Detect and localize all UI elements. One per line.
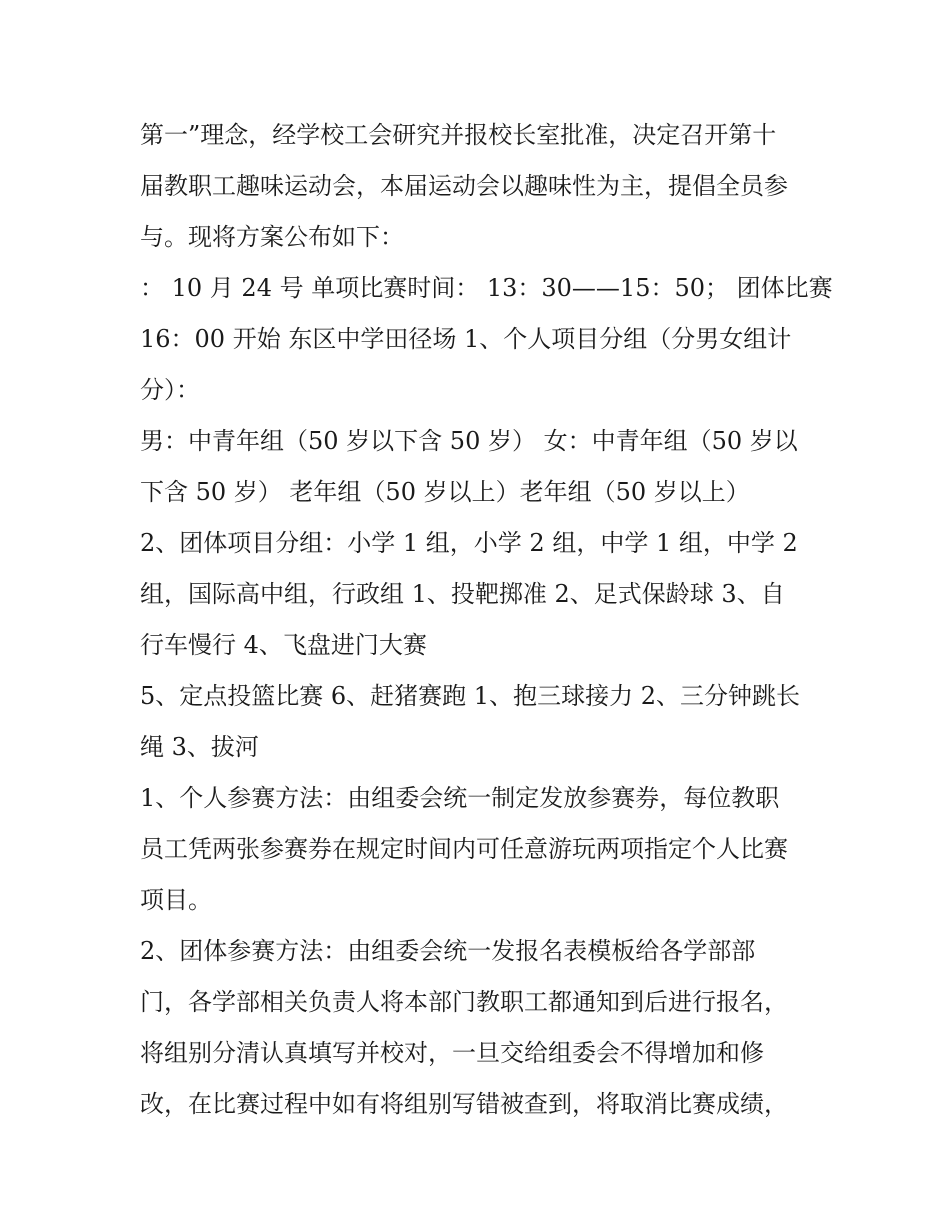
text-line: 第一”理念，经学校工会研究并报校长室批准，决定召开第十 — [140, 121, 777, 149]
text-line: 分）： — [140, 376, 200, 404]
text-line: 行车慢行 4、飞盘进门大赛 — [140, 631, 427, 659]
text-line: 门，各学部相关负责人将本部门教职工都通知到后进行报名， — [140, 988, 788, 1016]
text-line: 改，在比赛过程中如有将组别写错被查到，将取消比赛成绩， — [140, 1090, 788, 1118]
text-line: 与。现将方案公布如下： — [140, 223, 404, 251]
text-line: 绳 3、拔河 — [140, 733, 259, 761]
text-line: ： 10 月 24 号 单项比赛时间： 13：30——15：50； 团体比赛 — [140, 274, 833, 302]
text-line: 将组别分清认真填写并校对，一旦交给组委会不得增加和修 — [140, 1039, 764, 1067]
text-line: 男：中青年组（50 岁以下含 50 岁） 女：中青年组（50 岁以 — [140, 427, 798, 455]
text-line: 1、个人参赛方法：由组委会统一制定发放参赛券，每位教职 — [140, 784, 780, 812]
text-line: 员工凭两张参赛券在规定时间内可任意游玩两项指定个人比赛 — [140, 835, 788, 863]
text-line: 届教职工趣味运动会，本届运动会以趣味性为主，提倡全员参 — [140, 172, 788, 200]
document-body — [140, 110, 833, 1130]
text-line: 2、团体项目分组：小学 1 组，小学 2 组，中学 1 组，中学 2 — [140, 529, 798, 557]
text-line: 下含 50 岁） 老年组（50 岁以上）老年组（50 岁以上） — [140, 478, 750, 506]
text-line: 16：00 开始 东区中学田径场 1、个人项目分组（分男女组计 — [140, 325, 792, 353]
text-line: 2、团体参赛方法：由组委会统一发报名表模板给各学部部 — [140, 937, 756, 965]
text-line: 组，国际高中组，行政组 1、投靶掷准 2、足式保龄球 3、自 — [140, 580, 785, 608]
text-line: 项目。 — [140, 886, 212, 914]
text-line: 5、定点投篮比赛 6、赶猪赛跑 1、抱三球接力 2、三分钟跳长 — [140, 682, 800, 710]
